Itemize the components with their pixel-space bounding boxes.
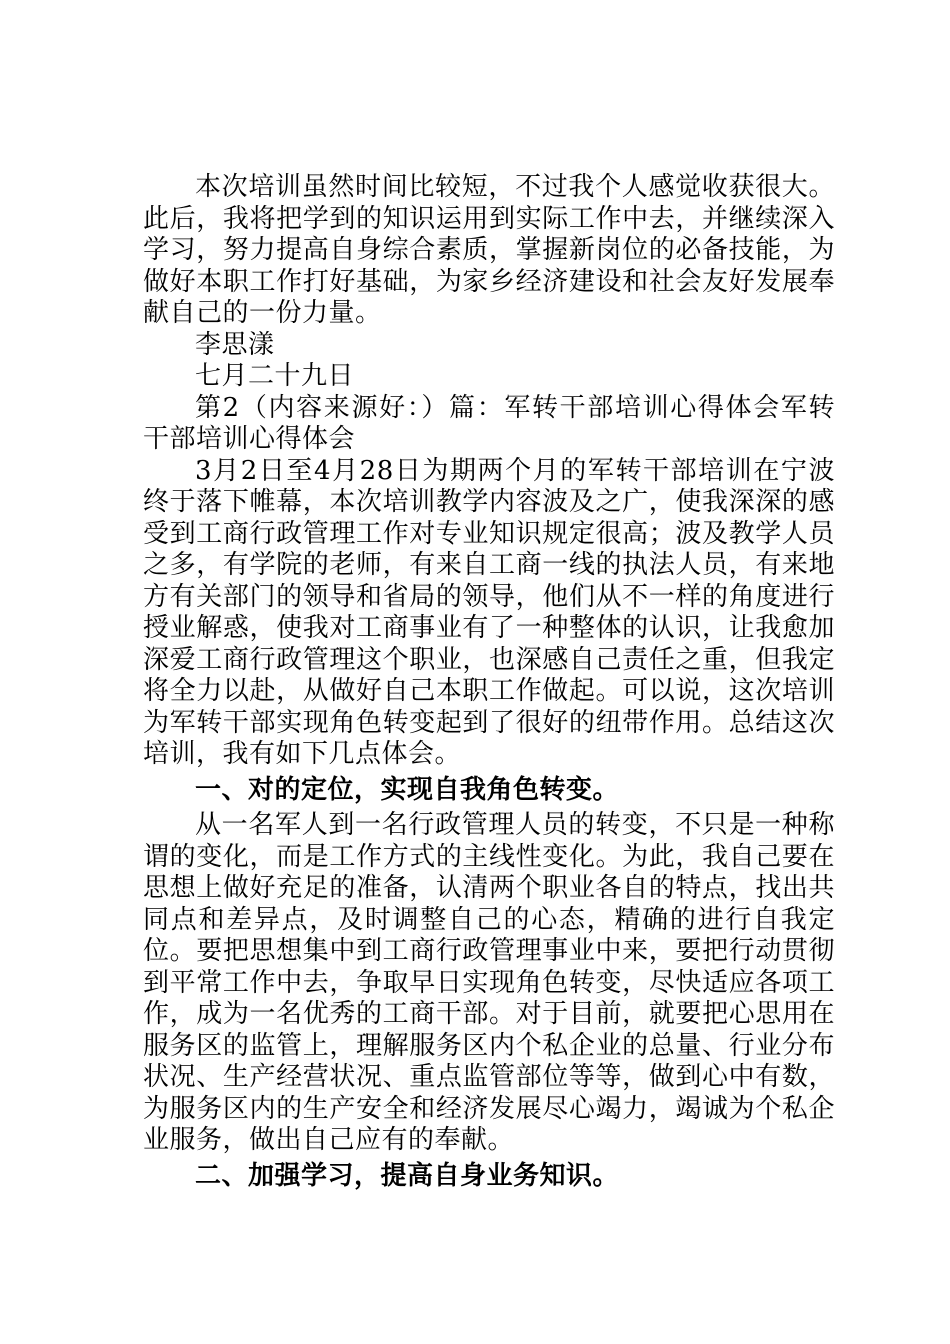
date-line: 七月二十九日 xyxy=(195,361,355,391)
article-title: 第2（内容来源好：）篇：军转干部培训心得体会军转干部培训心得体会 xyxy=(143,392,835,454)
document-body xyxy=(143,172,835,1196)
section-heading-1: 一、对的定位，实现自我角色转变。 xyxy=(195,774,620,805)
paragraph-training-intro: 3月2日至4月28日为期两个月的军转干部培训在宁波终于落下帷幕，本次培训教学内容波及之广，使我深深的感受到工商行政管理工作对专业知识规定很高；波及教学人员之多，有学院的老师，有来自工商一线的执法人员，有来地方有关部门的领导和省局的领导，他们从不一样的角度进行授业解惑，使我对工商事业有了一种整体的认识，让我愈加深爱工商行政管理这个职业，也深感自己责任之重，但我定将全力以赴，从做好自己本职工作做起。可以说，这次培训为军转干部实现角色转变起到了很好的纽带作用。总结这次培训，我有如下几点体会。 xyxy=(143,455,835,769)
section-heading-2: 二、加强学习，提高自身业务知识。 xyxy=(195,1160,620,1191)
paragraph-closing-remarks: 本次培训虽然时间比较短，不过我个人感觉收获很大。此后，我将把学到的知识运用到实际工作中去，并继续深入学习，努力提高自身综合素质，掌握新岗位的必备技能，为做好本职工作打好基础，为家乡经济建设和社会友好发展奉献自己的一份力量。 xyxy=(143,172,835,328)
author-name: 李思漾 xyxy=(195,329,275,360)
paragraph-role-transition: 从一名军人到一名行政管理人员的转变，不只是一种称谓的变化，而是工作方式的主线性变化。为此，我自己要在思想上做好充足的准备，认清两个职业各自的特点，找出共同点和差异点，及时调整自己的心态，精确的进行自我定位。要把思想集中到工商行政管理事业中来，要把行动贯彻到平常工作中去，争取早日实现角色转变，尽快适应各项工作，成为一名优秀的工商干部。对于目前，就要把心思用在服务区的监管上，理解服务区内个私企业的总量、行业分布状况、生产经营状况、重点监管部位等等，做到心中有数，为服务区内的生产安全和经济发展尽心竭力，竭诚为个私企业服务，做出自己应有的奉献。 xyxy=(143,810,835,1155)
